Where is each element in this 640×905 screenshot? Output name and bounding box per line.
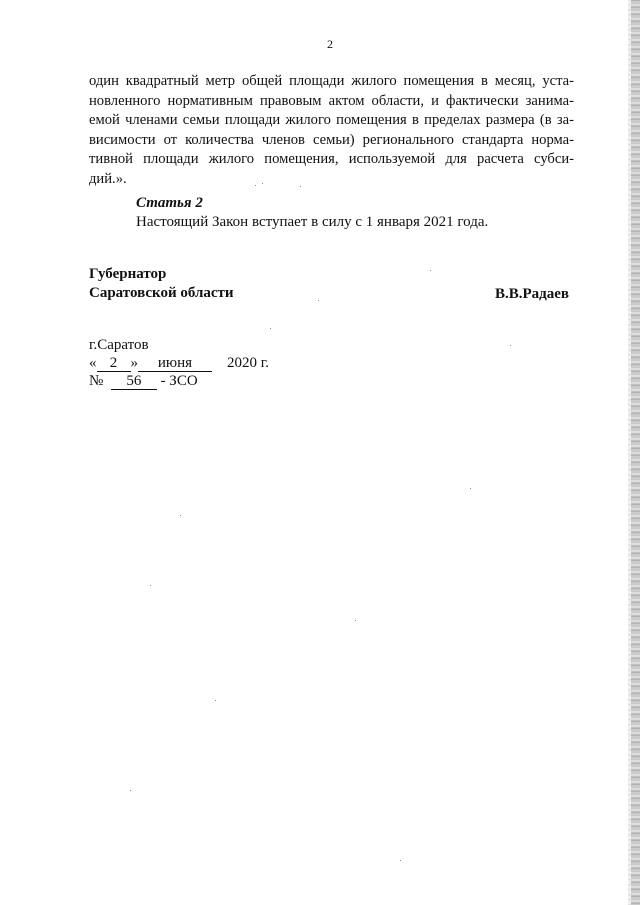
scan-speck [180, 515, 181, 516]
paragraph-line: дий.». [89, 170, 127, 187]
scan-speck [255, 185, 256, 186]
scan-speck [470, 488, 471, 489]
scan-speck [215, 700, 216, 701]
article-title: Статья 2 [136, 195, 203, 211]
number-value: 56 [111, 374, 157, 390]
scan-speck [400, 860, 401, 861]
paragraph-line: один квадратный метр общей площади жилого помещения в месяц, уста- [89, 73, 574, 89]
date-day: 2 [97, 356, 131, 372]
scan-speck [270, 328, 271, 329]
paragraph-line: висимости от количества членов семьи) регионального стандарта норма- [89, 131, 574, 148]
paragraph-line: тивной площади жилого помещения, используемой для расчета субси- [89, 151, 574, 167]
scan-speck [430, 270, 431, 271]
date-year: 2020 г. [227, 355, 269, 371]
date-row [89, 354, 269, 372]
scan-speck [318, 300, 319, 301]
scan-edge [631, 0, 640, 905]
scan-speck [130, 790, 131, 791]
date-month: июня [138, 356, 212, 372]
scan-speck [300, 186, 301, 187]
number-sign: № [89, 373, 104, 389]
scan-speck [262, 183, 263, 184]
signer-name: В.В.Радаев [494, 286, 569, 302]
body-paragraph [89, 72, 574, 189]
date-open-quote: « [89, 355, 97, 371]
article-text: Настоящий Закон вступает в силу с 1 января 2021 года. [136, 214, 489, 230]
page-number: 2 [327, 37, 333, 51]
number-row [89, 372, 269, 390]
paragraph-line: емой членами семьи площади жилого помещения в пределах размера (в за- [89, 112, 574, 128]
scan-speck [510, 345, 511, 346]
date-close-quote: » [130, 355, 138, 371]
paragraph-line: новленного нормативным правовым актом области, и фактически занима- [89, 92, 574, 109]
signer-title [89, 265, 234, 303]
number-suffix: - ЗСО [160, 373, 198, 389]
signer-title-line: Губернатор [89, 266, 167, 282]
scan-speck [355, 620, 356, 621]
scan-speck [150, 585, 151, 586]
city: г.Саратов [89, 337, 149, 353]
place-date-block [89, 336, 269, 390]
signer-title-line: Саратовской области [89, 285, 234, 301]
